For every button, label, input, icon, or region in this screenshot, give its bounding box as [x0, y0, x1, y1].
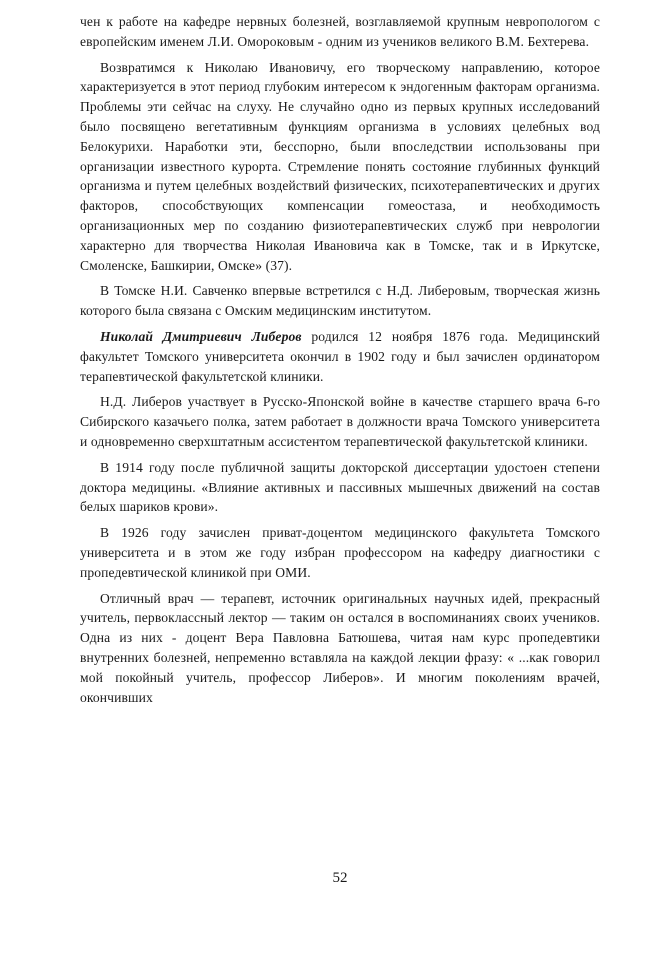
paragraph-continuation: чен к работе на кафедре нервных болезней, возглавляемой крупным невропологом с европейским именем Л.И. Омороковым - одним из учеников великого В.М. Бехтерева.	[80, 14, 600, 49]
paragraph-liberov-birth-text: родился 12 ноября 1876 года. Медицинский факультет Томского университета окончил в 1902 году и был зачислен ординатором терапевтической факультетской клиники.	[80, 328, 600, 384]
paragraph-recollections: Отличный врач — терапевт, источник оригинальных научных идей, прекрасный учитель, первоклассный лектор — таким он остался в воспоминаниях своих учеников. Одна из них - доцент Вера Павловна Батюшева, читая нам курс пропедевтики внутренних болезней, непременно вставляла на каждой лекции фразу: « ...как говорил мой покойный учитель, профессор Либеров». И многим поколениям врачей, окончивших	[80, 590, 600, 705]
paragraph-savchenko-direction: Возвратимся к Николаю Ивановичу, его творческому направлению, которое характеризуется в этот период глубоким интересом к эндогенным факторам организма. Проблемы эти сейчас на слуху. Не случайно одно из первых крупных исследований было посвящено вегетативным функциям организма в условиях целебных вод Белокурихи. Наработки эти, бесспорно, были впоследствии использованы при организации известного курорта. Стремление понять состояние глубинных функций организма и путем целебных воздействий физических, психотерапевтических и других факторов, способствующих компенсации гомеостаза, и необходимость организационных мер по созданию физиотерапевтических служб при неврологии характерно для творчества Николая Ивановича как в Томске, так и в Иркутске, Смоленске, Башкирии, Омске» (37).	[80, 59, 600, 273]
paragraph-liberov-birth	[80, 327, 600, 386]
page-number: 52	[332, 870, 348, 886]
person-name-liberov: Николай Дмитриевич Либеров	[100, 328, 302, 344]
document-page	[80, 0, 600, 960]
body-text	[80, 12, 600, 707]
paragraph-russo-japanese-war: Н.Д. Либеров участвует в Русско-Японской войне в качестве старшего врача 6-го Сибирского казачьего полка, затем работает в должности врача Томского университета и одновременно сверхштатным ассистентом терапевтической факультетской клиники.	[80, 394, 600, 449]
paragraph-doctoral-dissertation: В 1914 году после публичной защиты докторской диссертации удостоен степени доктора медицины. «Влияние активных и пассивных мышечных движений на состав белых шариков крови».	[80, 459, 600, 515]
paragraph-professor-appointment: В 1926 году зачислен приват-доцентом медицинского факультета Томского университета и в этом же году избран профессором на кафедру диагностики с пропедевтической клиникой при ОМИ.	[80, 525, 600, 580]
paragraph-tomsk-meeting: В Томске Н.И. Савченко впервые встретился с Н.Д. Либеровым, творческая жизнь которого была связана с Омским медицинским институтом.	[80, 283, 600, 319]
